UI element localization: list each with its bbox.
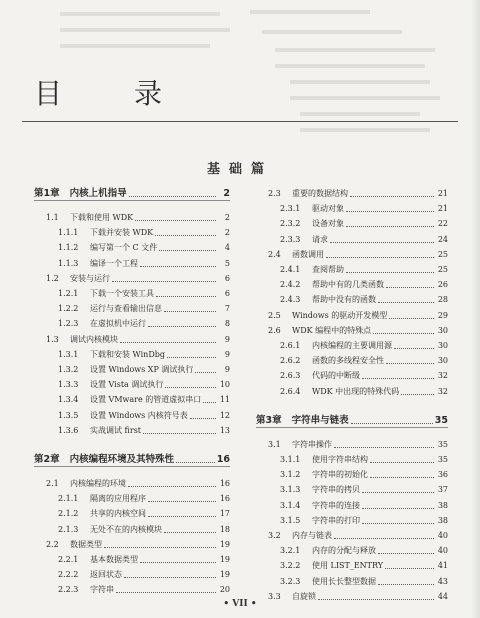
toc-entry-sub[interactable] [256,573,448,587]
toc-entry-label: 字符串 [90,585,114,595]
toc-entry-page: 32 [437,371,448,381]
toc-entry-label: 函数调用 [292,249,324,259]
toc-entry-number: 1.1.2 [58,243,79,253]
toc-entry-sub[interactable] [34,422,230,436]
toc-entry-sub[interactable] [256,451,448,465]
toc-entry-number: 1.1.3 [58,258,79,268]
toc-entry-label: 查阅帮助 [312,265,344,274]
toc-entry-number: 2.1.3 [58,524,79,534]
toc-entry-number: 3.3 [268,591,281,601]
dot-leader [378,584,434,585]
toc-entry-number: 3.2.2 [280,561,301,571]
toc-entry-number: 2.6.1 [280,341,301,350]
toc-entry-sub[interactable] [256,337,448,351]
toc-entry-label: 无处不在的内核模块 [90,524,162,534]
page-number: • VII • [223,599,257,609]
dot-leader [112,281,216,282]
toc-entry-section[interactable] [256,322,448,336]
scan-edge-shadow [470,0,480,618]
toc-entry-label: 基本数据类型 [90,555,138,564]
toc-entry-sub[interactable] [34,490,230,504]
toc-entry-page: 19 [219,539,230,549]
toc-entry-page: 5 [224,258,230,268]
toc-entry-sub[interactable] [34,505,230,519]
toc-entry-label: 内核上机指导 [69,188,127,199]
dot-leader [362,492,434,493]
dot-leader [148,516,216,517]
toc-entry-sub[interactable] [34,255,230,269]
dot-leader [386,287,434,288]
toc-entry-number: 3.1.1 [280,455,301,464]
dot-leader [362,523,434,524]
toc-entry-number: 3.1.2 [280,470,301,480]
toc-entry-label: 使用 LIST_ENTRY [312,561,384,571]
toc-entry-page: 37 [437,485,448,495]
toc-entry-label: 重要的数据结构 [292,189,348,198]
toc-entry-page: 26 [437,280,448,290]
toc-entry-page: 24 [437,234,448,244]
dot-leader [330,242,434,243]
toc-entry-label: 设置 VMware 的管道虚拟串口 [90,395,202,405]
dot-leader [156,296,216,297]
dot-leader [120,342,216,343]
toc-entry-sub[interactable] [34,407,230,421]
toc-entry-number: 2.2.1 [58,555,79,564]
toc-entry-label: 设置 Windows XP 调试执行 [90,365,194,374]
toc-entry-number: 1.3.3 [58,380,79,390]
toc-entry-chapter[interactable] [34,451,230,465]
chapter-rule [256,427,448,428]
toc-entry-page: 16 [216,454,230,465]
toc-entry-label: 帮助中没有的函数 [312,295,376,305]
toc-entry-page: 35 [434,414,448,426]
toc-entry-sub[interactable] [256,557,448,571]
toc-entry-number: 2.3.1 [280,204,301,214]
dot-leader [370,477,434,478]
toc-entry-sub[interactable] [34,300,230,314]
toc-entry-number: 1.1 [46,213,59,222]
toc-entry-page: 8 [224,319,230,329]
toc-entry-number: 3.1 [268,439,281,449]
toc-entry-number: 3.1.3 [280,485,301,495]
toc-entry-page: 17 [219,509,230,519]
dot-leader [140,266,216,267]
toc-entry-sub[interactable] [34,361,230,375]
toc-entry-label: 字符串的拷贝 [312,485,360,495]
toc-entry-sub[interactable] [256,542,448,556]
toc-entry-page: 16 [219,479,230,488]
toc-entry-number: 第3章 [256,414,282,426]
toc-entry-page: 30 [437,356,448,366]
dot-leader [155,235,216,236]
toc-entry-number: 2.4 [268,249,281,259]
toc-entry-page: 21 [437,189,448,198]
toc-entry-page: 30 [437,325,448,335]
toc-entry-label: 函数的多线程安全性 [312,356,384,366]
page-title: 目 录 [34,77,185,110]
dot-leader [104,547,216,548]
dot-leader [128,486,216,487]
dot-leader [362,508,434,509]
toc-entry-label: 调试内核模块 [70,334,118,344]
toc-entry-number: 第2章 [34,454,60,465]
dot-leader [334,447,434,448]
toc-entry-label: 帮助中有的几类函数 [312,280,384,290]
toc-entry-label: 字符串的连接 [312,500,360,510]
part-title: 基础篇 [206,162,273,177]
toc-entry-sub[interactable] [34,315,230,329]
toc-entry-sub[interactable] [256,352,448,366]
toc-entry-page: 28 [437,295,448,305]
toc-entry-label: 设备对象 [312,219,344,229]
toc-entry-number: 1.3.1 [58,349,79,359]
toc-entry-number: 3.2.1 [280,546,301,556]
dot-leader [203,402,216,403]
toc-entry-sub[interactable] [256,261,448,275]
toc-entry-sub[interactable] [34,376,230,390]
toc-entry-page: 11 [219,395,230,405]
toc-entry-number: 1.2.1 [58,289,79,298]
toc-entry-sub[interactable] [256,497,448,511]
toc-entry-page: 43 [437,576,448,586]
toc-entry-label: 使用长长整型数据 [312,576,376,586]
dot-leader [159,250,216,251]
dot-leader [346,226,434,227]
dot-leader [373,333,434,334]
toc-entry-number: 3.2.3 [280,576,301,586]
toc-entry-number: 第1章 [34,188,60,199]
toc-entry-number: 1.2 [46,273,59,283]
toc-entry-page: 9 [224,334,230,344]
toc-entry-label: Windows 的驱动开发模型 [292,310,388,320]
toc-entry-page: 29 [437,310,448,320]
dot-leader [389,318,434,319]
toc-entry-page: 2 [224,213,230,222]
toc-entry-label: 字符串操作 [292,439,332,449]
toc-entry-label: 字符串与链表 [291,414,349,426]
dot-leader [135,220,216,221]
toc-entry-label: 驱动对象 [312,204,344,214]
toc-entry-number: 2.3.2 [280,219,301,229]
dot-leader [362,378,434,379]
toc-entry-page: 36 [437,470,448,480]
dot-leader [370,462,434,463]
toc-entry-page: 25 [437,265,448,274]
toc-entry-page: 9 [224,365,230,374]
dot-leader [124,577,216,578]
toc-entry-number: 2.1.2 [58,509,79,519]
toc-entry-page: 9 [224,349,230,359]
toc-entry-page: 12 [219,410,230,420]
dot-leader [385,568,434,569]
dot-leader [148,326,216,327]
toc-entry-page: 19 [219,555,230,564]
toc-entry-page: 4 [224,243,230,253]
toc-entry-label: 使用字符串结构 [312,455,368,464]
dot-leader [326,257,434,258]
title-rule [22,121,458,122]
toc-entry-label: 内存的分配与释放 [312,546,376,556]
toc-entry-label: 字符串的初始化 [312,470,368,480]
toc-entry-number: 2.1 [46,479,59,488]
dot-leader [176,462,215,463]
dot-leader [165,387,216,388]
toc-entry-chapter[interactable] [256,412,448,426]
dot-leader [334,538,434,539]
toc-entry-label: 代码的中断级 [312,371,360,381]
toc-entry-sub[interactable] [256,231,448,245]
toc-entry-label: 请求 [312,234,328,244]
toc-entry-sub[interactable] [34,224,230,238]
dot-leader [378,553,434,554]
toc-entry-label: 数据类型 [70,539,102,549]
toc-entry-section[interactable] [256,185,448,199]
toc-entry-sub[interactable] [34,239,230,253]
toc-entry-number: 2.3 [268,189,281,198]
toc-entry-page: 44 [437,591,448,601]
dot-leader [195,372,216,373]
toc-entry-number: 2.4.2 [280,280,301,290]
dot-leader [140,562,216,563]
toc-entry-sub[interactable] [34,391,230,405]
toc-entry-sub[interactable] [34,551,230,565]
toc-entry-number: 2.4.3 [280,295,301,305]
toc-entry-label: 内核编程的主要调用源 [312,341,392,350]
toc-entry-page: 22 [437,219,448,229]
toc-entry-chapter[interactable] [34,185,230,199]
toc-entry-sub[interactable] [256,512,448,526]
toc-entry-label: 下载和使用 WDK [70,213,134,222]
toc-entry-label: 在虚拟机中运行 [90,319,146,329]
toc-entry-page: 16 [219,494,230,504]
toc-entry-section[interactable] [256,246,448,260]
dot-leader [378,302,434,303]
toc-entry-page: 2 [224,228,230,238]
toc-entry-label: 设置 Vista 调试执行 [90,380,164,390]
toc-entry-sub[interactable] [256,481,448,495]
toc-entry-label: 设置 Windows 内核符号表 [90,410,188,420]
toc-entry-number: 2.2.2 [58,570,79,580]
toc-entry-number: 2.4.1 [280,265,301,274]
toc-entry-section[interactable] [34,209,230,223]
toc-entry-number: 1.2.2 [58,304,79,314]
toc-entry-page: 20 [219,585,230,595]
toc-entry-label: 内核编程的环境 [70,479,126,488]
toc-entry-label: 共享的内核空间 [90,509,146,519]
toc-entry-sub[interactable] [34,521,230,535]
toc-entry-label: 编写第一个 C 文件 [90,243,158,253]
toc-entry-sub[interactable] [256,383,448,397]
toc-entry-number: 3.1.4 [280,500,301,510]
dot-leader [350,196,434,197]
toc-entry-page: 38 [437,500,448,510]
toc-entry-sub[interactable] [34,285,230,299]
dot-leader [164,532,216,533]
toc-entry-number: 3.1.5 [280,515,301,525]
toc-entry-page: 18 [219,524,230,534]
toc-entry-label: 下载一个安装工具 [90,289,154,298]
toc-entry-number: 1.3.6 [58,425,79,435]
toc-entry-label: 运行与查看输出信息 [90,304,162,314]
toc-entry-label: 安装与运行 [70,273,110,283]
dot-leader [129,196,216,197]
dot-leader [346,211,434,212]
toc-entry-number: 3.2 [268,531,281,540]
toc-entry-page: 6 [224,273,230,283]
toc-entry-number: 2.6 [268,325,281,335]
toc-entry-number: 1.3.2 [58,365,79,374]
toc-entry-sub[interactable] [256,276,448,290]
chapter-rule [34,466,230,467]
toc-entry-page: 21 [437,204,448,214]
dot-leader [394,348,434,349]
toc-entry-section[interactable] [34,270,230,284]
toc-entry-section[interactable] [256,436,448,450]
toc-entry-number: 2.3.3 [280,234,301,244]
toc-entry-label: 下载并安装 WDK [90,228,154,238]
dot-leader [386,363,434,364]
toc-entry-page: 10 [219,380,230,390]
toc-entry-label: 内存与链表 [292,531,332,540]
toc-entry-page: 35 [437,455,448,464]
toc-entry-page: 40 [437,546,448,556]
toc-entry-number: 2.6.4 [280,386,301,396]
dot-leader [346,272,434,273]
toc-entry-label: 字符串的打印 [312,515,360,525]
toc-entry-page: 35 [437,439,448,449]
chapter-rule [34,200,230,201]
toc-entry-sub[interactable] [256,367,448,381]
toc-entry-number: 1.1.1 [58,228,79,238]
toc-entry-label: 自旋锁 [292,591,316,601]
toc-entry-sub[interactable] [34,566,230,580]
dot-leader [190,418,216,419]
toc-entry-sub[interactable] [256,466,448,480]
toc-entry-page: 25 [437,249,448,259]
toc-entry-label: WDK 编程中的特殊点 [292,325,372,335]
dot-leader [116,592,216,593]
toc-entry-page: 32 [437,386,448,396]
toc-entry-page: 38 [437,515,448,525]
toc-entry-label: 隔离的应用程序 [90,494,146,504]
toc-entry-label: WDK 中出现的特殊代码 [312,386,400,396]
toc-entry-page: 41 [437,561,448,571]
toc-entry-label: 返回状态 [90,570,122,580]
toc-entry-section[interactable] [34,331,230,345]
dot-leader [351,423,433,424]
toc-entry-label: 编译一个工程 [90,258,138,268]
toc-entry-page: 2 [223,188,230,199]
toc-entry-label: 实战调试 first [90,425,142,435]
dot-leader [143,433,216,434]
toc-entry-sub[interactable] [256,200,448,214]
toc-entry-section[interactable] [256,307,448,321]
toc-entry-page: 19 [219,570,230,580]
toc-entry-number: 2.1.1 [58,494,79,504]
toc-entry-number: 1.3.5 [58,410,79,420]
toc-entry-page: 13 [219,425,230,435]
toc-entry-number: 2.2.3 [58,585,79,595]
toc-entry-number: 1.2.3 [58,319,79,329]
toc-entry-label: 下载和安装 WinDbg [90,349,165,359]
toc-entry-number: 2.5 [268,310,281,320]
toc-entry-label: 内核编程环境及其特殊性 [69,454,175,465]
toc-entry-section[interactable] [34,536,230,550]
toc-entry-section[interactable] [34,475,230,489]
toc-entry-page: 30 [437,341,448,350]
dot-leader [167,357,216,358]
toc-entry-number: 1.3.4 [58,395,79,405]
toc-entry-page: 7 [224,304,230,314]
toc-entry-section[interactable] [256,527,448,541]
dot-leader [148,501,216,502]
toc-entry-sub[interactable] [256,215,448,229]
toc-entry-number: 1.3 [46,334,59,344]
toc-entry-number: 2.6.3 [280,371,301,381]
toc-entry-sub[interactable] [256,291,448,305]
toc-entry-page: 40 [437,531,448,540]
toc-entry-page: 6 [224,289,230,298]
toc-entry-number: 2.6.2 [280,356,301,366]
dot-leader [401,394,434,395]
toc-entry-sub[interactable] [34,581,230,595]
toc-entry-number: 2.2 [46,539,59,549]
dot-leader [164,311,216,312]
toc-entry-sub[interactable] [34,346,230,360]
